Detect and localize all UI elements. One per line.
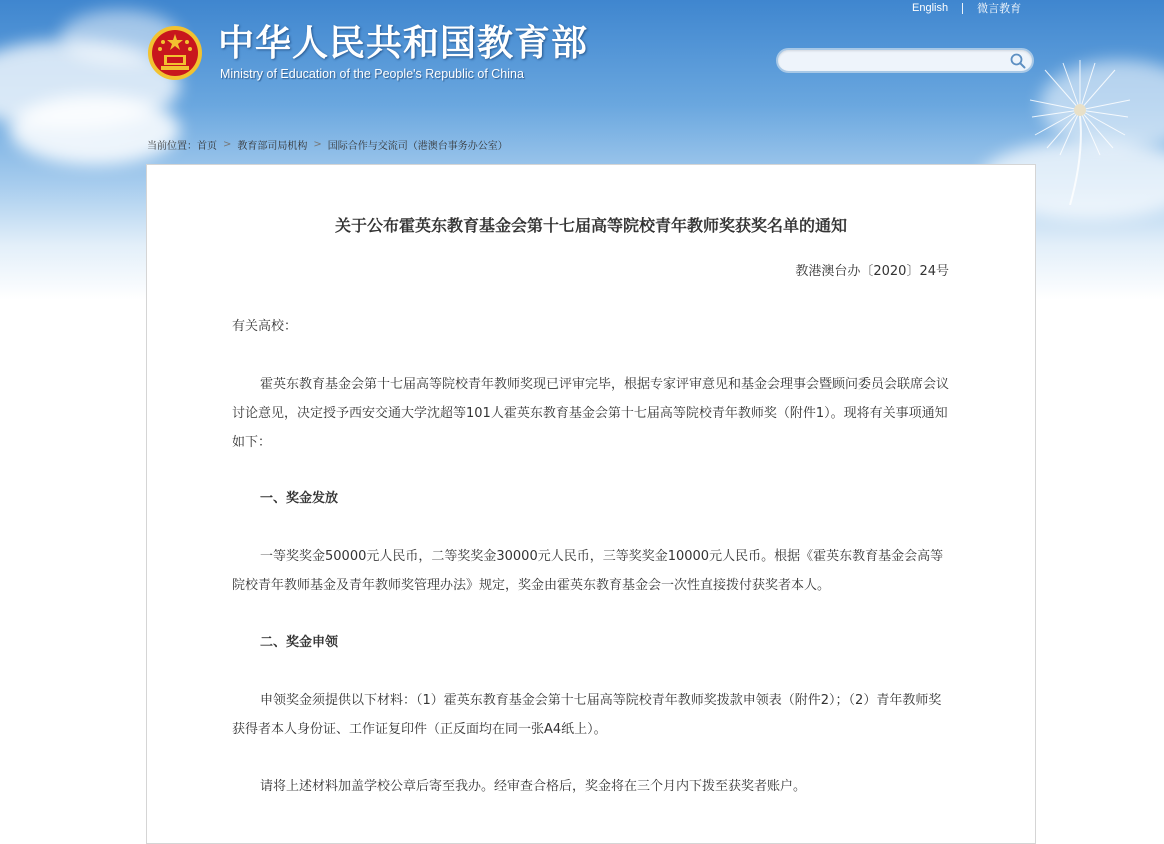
search-button[interactable] [1008,51,1028,71]
breadcrumb-departments[interactable]: 教育部司局机构 [237,141,308,152]
section-heading: 二、奖金申领 [260,635,339,650]
search-icon [1010,53,1026,69]
breadcrumb-international-dept[interactable]: 国际合作与交流司（港澳台事务办公室） [327,141,508,152]
breadcrumb-home[interactable]: 首页 [197,141,217,152]
search-input[interactable] [788,52,1012,72]
article-paragraph: 霍英东教育基金会第十七届高等院校青年教师奖现已评审完毕，根据专家评审意见和基金会理事会暨顾问委员会联席会议讨论意见，决定授予西安交通大学沈超等101人霍英东教育基金会第十七届高等院校青年教师奖（附件1）。现将有关事项通知如下： [232,377,950,450]
breadcrumb-prefix: 当前位置： [147,141,197,152]
article-paragraph: 一等奖奖金50000元人民币，二等奖奖金30000元人民币，三等奖奖金10000元人民币。根据《霍英东教育基金会高等院校青年教师基金及青年教师奖管理办法》规定，奖金由霍英东教育基金会一次性直接拨付获奖者本人。 [232,549,944,593]
english-link[interactable]: English [912,2,949,14]
breadcrumb [147,137,508,152]
site-subtitle: Ministry of Education of the People's Republic of China [220,67,524,81]
link-divider [962,3,963,14]
weiyan-jiaoyu-link[interactable]: 微言教育 [977,3,1022,15]
search-box [776,48,1034,73]
article-paragraph: 请将上述材料加盖学校公章后寄至我办。经审查合格后，奖金将在三个月内下拨至获奖者账户。 [260,779,807,794]
national-emblem-icon [147,25,203,81]
salutation: 有关高校： [232,319,298,334]
section-heading: 一、奖金发放 [260,491,339,506]
cloud-decoration [10,95,180,165]
chevron-right-icon: > [223,139,232,150]
article-paragraph: 申领奖金须提供以下材料：（1）霍英东教育基金会第十七届高等院校青年教师奖拨款申领表（附件2）；（2）青年教师奖获得者本人身份证、工作证复印件（正反面均在同一张A4纸上）。 [232,693,942,737]
site-title: 中华人民共和国教育部 [218,23,589,64]
article-title: 关于公布霍英东教育基金会第十七届高等院校青年教师奖获奖名单的通知 [334,216,847,235]
article-container [146,164,1036,844]
top-links [912,0,1021,16]
chevron-right-icon: > [313,139,322,150]
document-number: 教港澳台办〔2020〕24号 [795,264,949,279]
